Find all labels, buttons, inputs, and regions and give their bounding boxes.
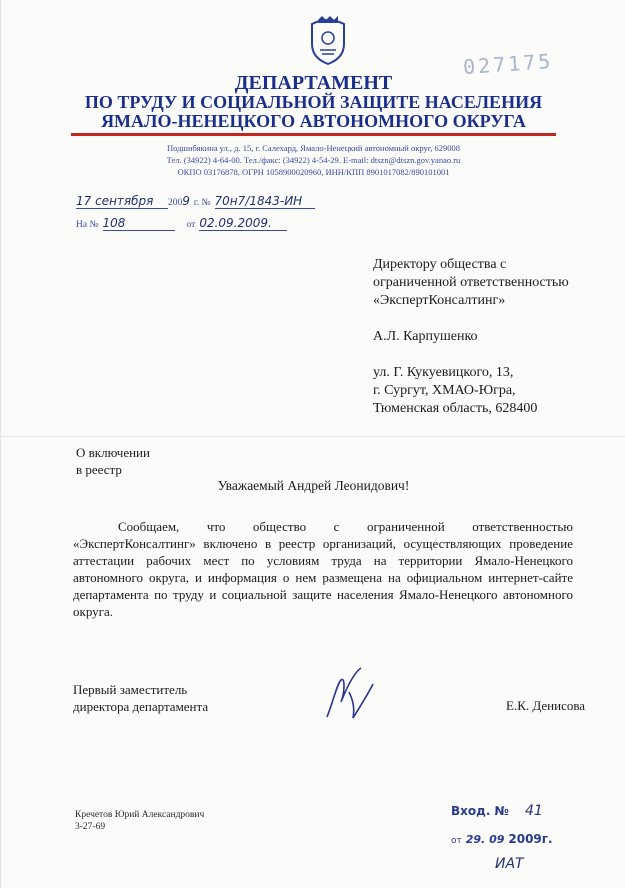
registration-stamp-number: 027175 <box>462 48 554 80</box>
incoming-label: Вход. № <box>451 804 509 818</box>
subject-line: О включении <box>76 445 150 460</box>
addressee-block <box>373 256 569 418</box>
paper-fold-line <box>1 436 625 437</box>
contact-address: Подшибякина ул., д. 15, г. Салехард, Ямало-Ненецкий автономный округ, 629008 <box>166 143 461 153</box>
addressee-line: Директору общества с <box>373 257 507 272</box>
incoming-stamp <box>451 802 581 872</box>
contact-registry: ОКПО 03176878, ОГРН 1058900020960, ИНН/КПП 8901017082/890101001 <box>177 167 450 177</box>
subject-block <box>76 444 150 478</box>
year-digit: 9 <box>182 194 190 208</box>
addressee-line: «ЭкспертКонсалтинг» <box>373 293 506 308</box>
coat-of-arms-icon <box>304 14 352 66</box>
department-subtitle: ПО ТРУДУ И СОЦИАЛЬНОЙ ЗАЩИТЕ НАСЕЛЕНИЯ <box>84 92 543 112</box>
executor-block <box>75 809 204 833</box>
signatory-name: Е.К. Денисова <box>506 698 586 713</box>
letter-body: Сообщаем, что общество с ограниченной ответственностью «ЭкспертКонсалтинг» включено в реестр организаций, осуществляющих проведение аттестации рабочих мест по условиям труда на территории Ямало-Ненецкого автономного округа, и информация о нем размещена на официальном интернет-сайте департамента по труду и социальной защите населения Ямало-Ненецкого автономного округа. <box>73 519 573 619</box>
ot-label: от <box>186 220 196 230</box>
na-label: На № <box>76 220 99 230</box>
outgoing-date: 17 сентября <box>76 194 168 209</box>
salutation: Уважаемый Андрей Леонидович! <box>217 478 410 493</box>
na-number: 108 <box>103 216 175 231</box>
addressee-name: А.Л. Карпушенко <box>373 329 478 344</box>
address-line: г. Сургут, ХМАО-Югра, <box>373 383 516 398</box>
header-divider <box>71 133 556 136</box>
signatory-title-line: Первый заместитель <box>73 682 188 697</box>
address-line: ул. Г. Кукуевицкого, 13, <box>373 365 514 380</box>
incoming-initials: ИАТ <box>495 856 524 872</box>
incoming-year: 2009г. <box>508 832 553 846</box>
department-title: ДЕПАРТАМЕНТ <box>234 72 393 94</box>
year-prefix: 200 <box>168 198 183 208</box>
executor-name: Кречетов Юрий Александрович <box>75 810 205 820</box>
department-region: ЯМАЛО-НЕНЕЦКОГО АВТОНОМНОГО ОКРУГА <box>101 111 526 131</box>
subject-line: в реестр <box>76 462 122 477</box>
signatory-title <box>73 681 208 715</box>
contact-phones: Тел. (34922) 4-64-00. Тел./факс: (34922) 4-54-29. E-mail: dtszn@dtszn.gov.yanao.ru <box>166 155 461 165</box>
incoming-number: 41 <box>525 803 543 819</box>
outgoing-reference <box>76 192 336 210</box>
na-date: 02.09.2009. <box>199 216 287 231</box>
number-label: г. № <box>193 198 211 208</box>
handwritten-signature <box>319 662 379 724</box>
executor-phone: 3-27-69 <box>75 822 106 832</box>
incoming-reference <box>76 214 336 232</box>
addressee-line: ограниченной ответственностью <box>373 275 569 290</box>
outgoing-number: 70н7/1843-ИН <box>215 194 315 209</box>
incoming-date: 29. 09 <box>465 833 505 846</box>
signatory-title-line: директора департамента <box>73 699 209 714</box>
address-line: Тюменская область, 628400 <box>373 401 538 416</box>
incoming-date-label: от <box>451 836 462 846</box>
